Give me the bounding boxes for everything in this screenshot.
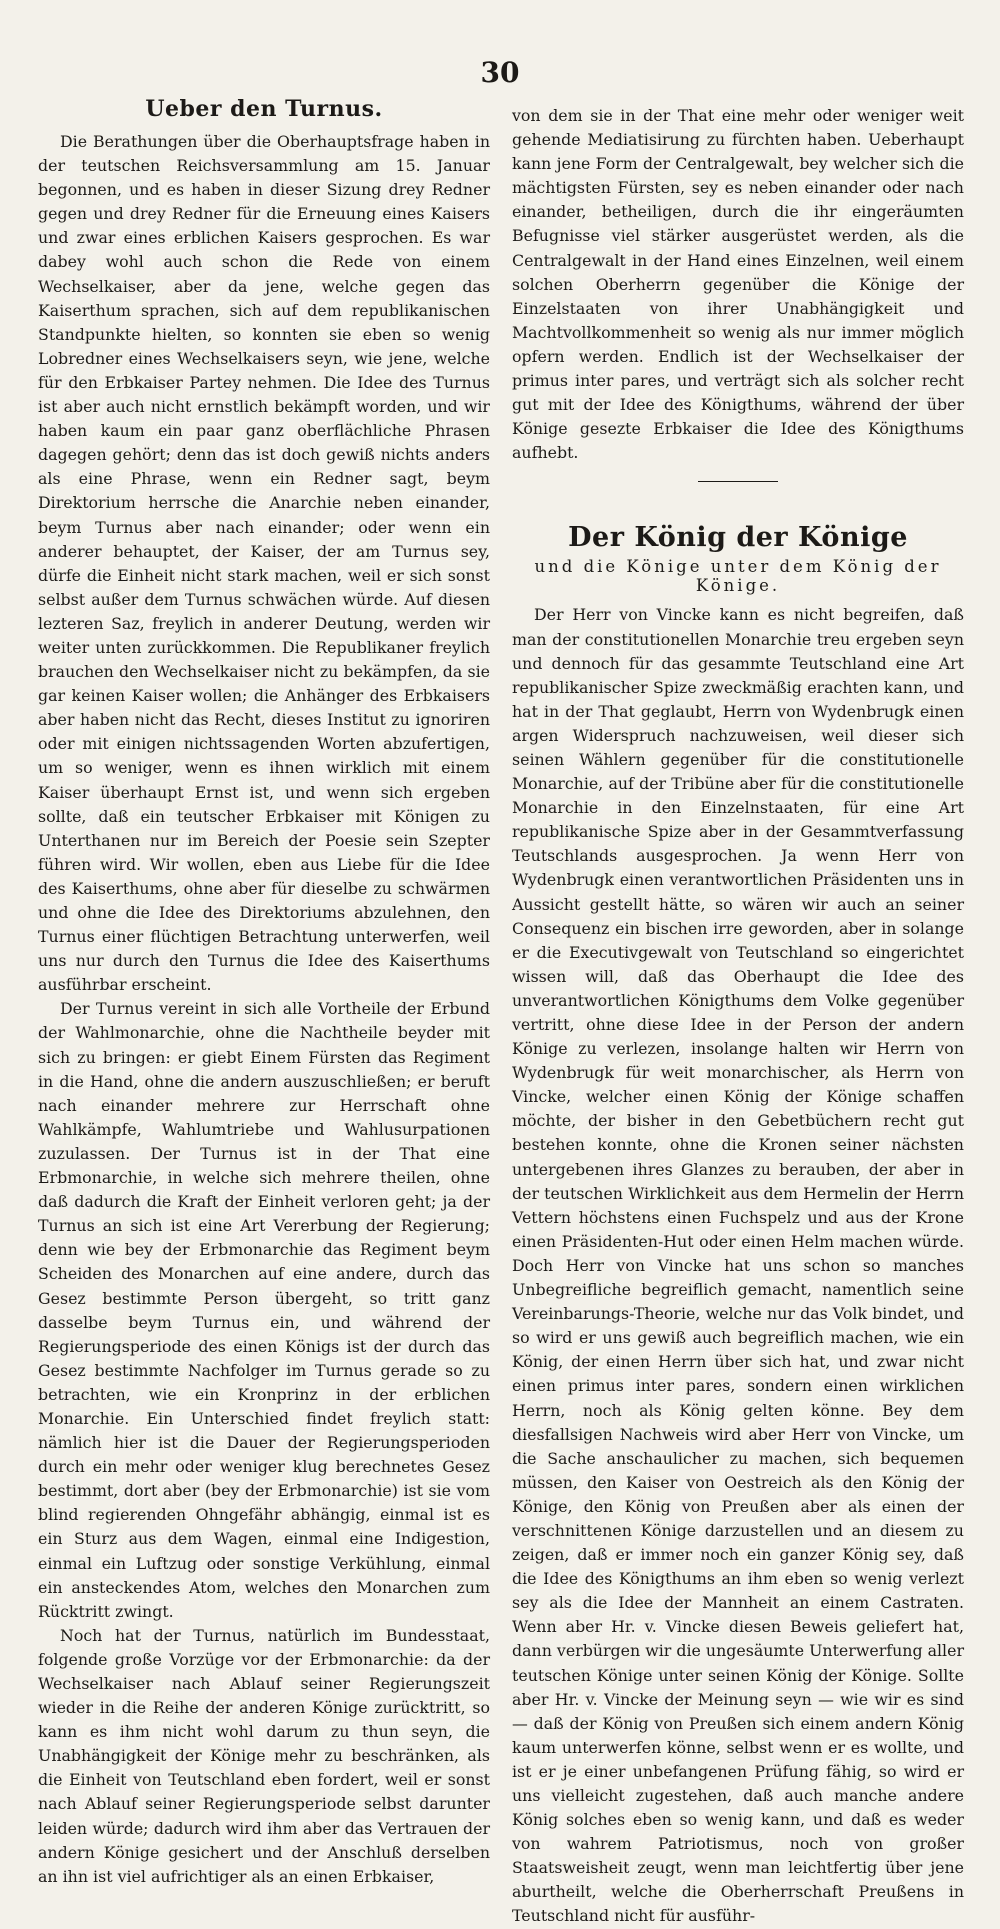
article-continuation: von dem sie in der That eine mehr oder weniger weit gehende Mediatisirung zu fürchten haben. Ueberhaupt kann jene Form der Centralgewalt, bey welcher sich die mächtigsten Fürsten, sey es neben einander oder nach einander, betheiligen, durch die ihr eingeräumten Befugnisse viel stärker ausgerüstet werden, als die Centralgewalt in der Hand eines Einzelnen, weil einem solchen Oberherrn gegenüber die Könige der Einzelstaaten von ihrer Unabhängigkeit und Machtvollkommenheit so wenig als nur immer möglich opfern werden. Endlich ist der Wechselkaiser der primus inter pares, und verträgt sich als solcher recht gut mit der Idee des Königthums, während der über Könige gesezte Erbkaiser die Idee des Königthums aufhebt. — [512, 106, 964, 463]
article-subtitle: und die Könige unter dem König der Könige. — [534, 557, 942, 596]
right-column — [512, 104, 965, 1926]
article-title-koenig: Der König der Könige — [568, 522, 908, 554]
article-paragraph: Die Berathungen über die Oberhauptsfrage haben in der teutschen Reichsversammlung am 15. Januar begonnen, und es haben in dieser Sizung drey Redner gegen und drey Redner für die Erneuung eines Kaisers und zwar eines erblichen Kaisers gesprochen. Es war dabey wohl auch schon die Rede von einem Wechselkaiser, aber da jene, welche gegen das Kaiserthum sprachen, sich auf dem republikanischen Standpunkte hielten, so konnten sie eben so wenig Lobredner eines Wechselkaisers seyn, wie jene, welche für den Erbkaiser Partey nehmen. Die Idee des Turnus ist aber auch nicht ernstlich bekämpft worden, und wir haben kaum ein paar ganz oberflächliche Phrasen dagegen gehört; denn das ist doch gewiß nichts anders als eine Phrase, wenn ein Redner sagt, beym Direktorium herrsche die Anarchie neben einander, beym Turnus aber nach einander; oder wenn ein anderer behauptet, der Kaiser, der am Turnus sey, dürfe die Einheit nicht stark machen, weil er sich sonst selbst außer dem Turnus schwächen würde. Auf diesen lezteren Saz, freylich in anderer Deutung, werden wir weiter unten zurückkommen. Die Republikaner freylich brauchen den Wechselkaiser nicht zu bekämpfen, da sie gar keinen Kaiser wollen; die Anhänger des Erbkaisers aber haben nicht das Recht, dieses Institut zu ignoriren oder mit einigen nichtssagenden Worten abzufertigen, um so weniger, wenn es ihnen wirklich mit einem Kaiser überhaupt Ernst ist, und wenn sich ergeben sollte, daß ein teutscher Erbkaiser mit Königen zu Unterthanen nur im Bereich der Poesie sein Szepter führen wird. Wir wollen, eben aus Liebe für die Idee des Kaiserthums, ohne aber für dieselbe zu schwärmen und ohne die Idee des Direktoriums abzulehnen, den Turnus einer flüchtigen Betrachtung unterwerfen, weil uns nur durch den Turnus die Idee des Kaiserthums ausführbar erscheint. — [38, 132, 490, 995]
article-paragraph: Der Turnus vereint in sich alle Vortheile der Erbund der Wahlmonarchie, ohne die Nachtheile beyder mit sich zu bringen: er giebt Einem Fürsten das Regiment in die Hand, ohne die andern auszuschließen; er beruft nach einander mehrere zur Herrschaft ohne Wahlkämpfe, Wahlumtriebe und Wahlusurpationen zuzulassen. Der Turnus ist in der That eine Erbmonarchie, in welche sich mehrere theilen, ohne daß dadurch die Kraft der Einheit verloren geht; ja der Turnus an sich ist eine Art Vererbung der Regierung; denn wie bey der Erbmonarchie das Regiment beym Scheiden des Monarchen auf eine andere, durch das Gesez bestimmte Person übergeht, so tritt ganz dasselbe beym Turnus ein, und während der Regierungsperiode des einen Königs ist der durch das Gesez bestimmte Nachfolger im Turnus gerade so zu betrachten, wie ein Kronprinz in der erblichen Monarchie. Ein Unterschied findet freylich statt: nämlich hier ist die Dauer der Regierungsperioden durch ein mehr oder weniger klug berechnetes Gesez bestimmt, dort aber (bey der Erbmonarchie) ist sie vom blind regierenden Ohngefähr abhängig, einmal ist es ein Sturz aus dem Wagen, einmal eine Indigestion, einmal ein Luftzug oder sonstige Verkühlung, einmal ein ansteckendes Atom, welches den Monarchen zum Rücktritt zwingt. — [38, 999, 490, 1621]
article-title-turnus: Ueber den Turnus. — [145, 96, 383, 122]
page-number: 30 — [480, 56, 520, 89]
article-paragraph: Der Herr von Vincke kann es nicht begreifen, daß man der constitutionellen Monarchie treu ergeben seyn und dennoch für das gesammte Teutschland eine Art republikanischer Spize zweckmäßig erachten kann, und hat in der That geglaubt, Herrn von Wydenbrugk einen argen Widerspruch nachzuweisen, weil dieser sich seinen Wählern gegenüber für die constitutionelle Monarchie, auf der Tribüne aber für die constitutionelle Monarchie in den Einzelnstaaten, für eine Art republikanische Spize aber in der Gesammtverfassung Teutschlands ausgesprochen. Ja wenn Herr von Wydenbrugk einen verantwortlichen Präsidenten uns in Aussicht gestellt hätte, so wären wir auch an seiner Consequenz ein bischen irre geworden, aber in solange er die Executivgewalt von Teutschland so eingerichtet wissen will, daß das Oberhaupt die Idee des unverantwortlichen Königthums dem Volke gegenüber vertritt, ohne diese Idee in der Person der andern Könige zu verlezen, insolange halten wir Herrn von Wydenbrugk für weit monarchischer, als Herrn von Vincke, welcher einen König der Könige schaffen möchte, der bisher in den Gebetbüchern recht gut bestehen konnte, ohne die Kronen seiner nächsten untergebenen ihres Glanzes zu berauben, der aber in der teutschen Wirklichkeit aus dem Hermelin der Herrn Vettern höchstens einen Fuchspelz und aus der Krone einen Präsidenten-Hut oder einen Helm machen würde. Doch Herr von Vincke hat uns schon so manches Unbegreifliche begreiflich gemacht, namentlich seine Vereinbarungs-Theorie, welche nur das Volk bindet, und so wird er uns gewiß auch begreiflich machen, wie ein König, der einen Herrn über sich hat, und zwar nicht einen primus inter pares, sondern einen wirklichen Herrn, noch als König gelten könne. Bey dem diesfallsigen Nachweis wird aber Herr von Vincke, um die Sache anschaulicher zu machen, sich bequemen müssen, den Kaiser von Oestreich als den König der Könige, den König von Preußen aber als einen der verschnittenen Könige darzustellen und an diesem zu zeigen, daß er immer noch ein ganzer König sey, daß die Idee des Königthums an ihm eben so wenig verlezt sey als die Idee der Mannheit an einem Castraten. Wenn aber Hr. v. Vincke diesen Beweis geliefert hat, dann verbürgen wir die ungesäumte Unterwerfung aller teutschen Könige unter seinen König der Könige. Sollte aber Hr. v. Vincke der Meinung seyn — wie wir es sind — daß der König von Preußen sich einem andern König kaum unterwerfen könne, selbst wenn er es wollte, und ist er je einer unbefangenen Prüfung fähig, so wird er uns vielleicht zugestehen, daß auch manche andere König solches eben so wenig kann, und daß es weder von wahrem Patriotismus, noch von großer Staatsweisheit zeugt, wenn man leichtfertig über jene aburtheilt, welche die Oberherrschaft Preußens in Teutschland nicht für ausführ- — [512, 605, 965, 1926]
left-column — [38, 96, 490, 1886]
article-paragraph: Noch hat der Turnus, natürlich im Bundesstaat, folgende große Vorzüge vor der Erbmonarchie: da der Wechselkaiser nach Ablauf seiner Regierungszeit wieder in die Reihe der anderen Könige zurücktritt, so kann es ihm nicht wohl darum zu thun seyn, die Unabhängigkeit der Könige mehr zu beschränken, als die Einheit von Teutschland eben fordert, weil er sonst nach Ablauf seiner Regierungsperiode selbst darunter leiden würde; dadurch wird ihm aber das Vertrauen der andern Könige gesichert und der Anschluß derselben an ihn ist viel aufrichtiger als an einen Erbkaiser, — [38, 1625, 490, 1886]
section-divider — [698, 481, 778, 482]
